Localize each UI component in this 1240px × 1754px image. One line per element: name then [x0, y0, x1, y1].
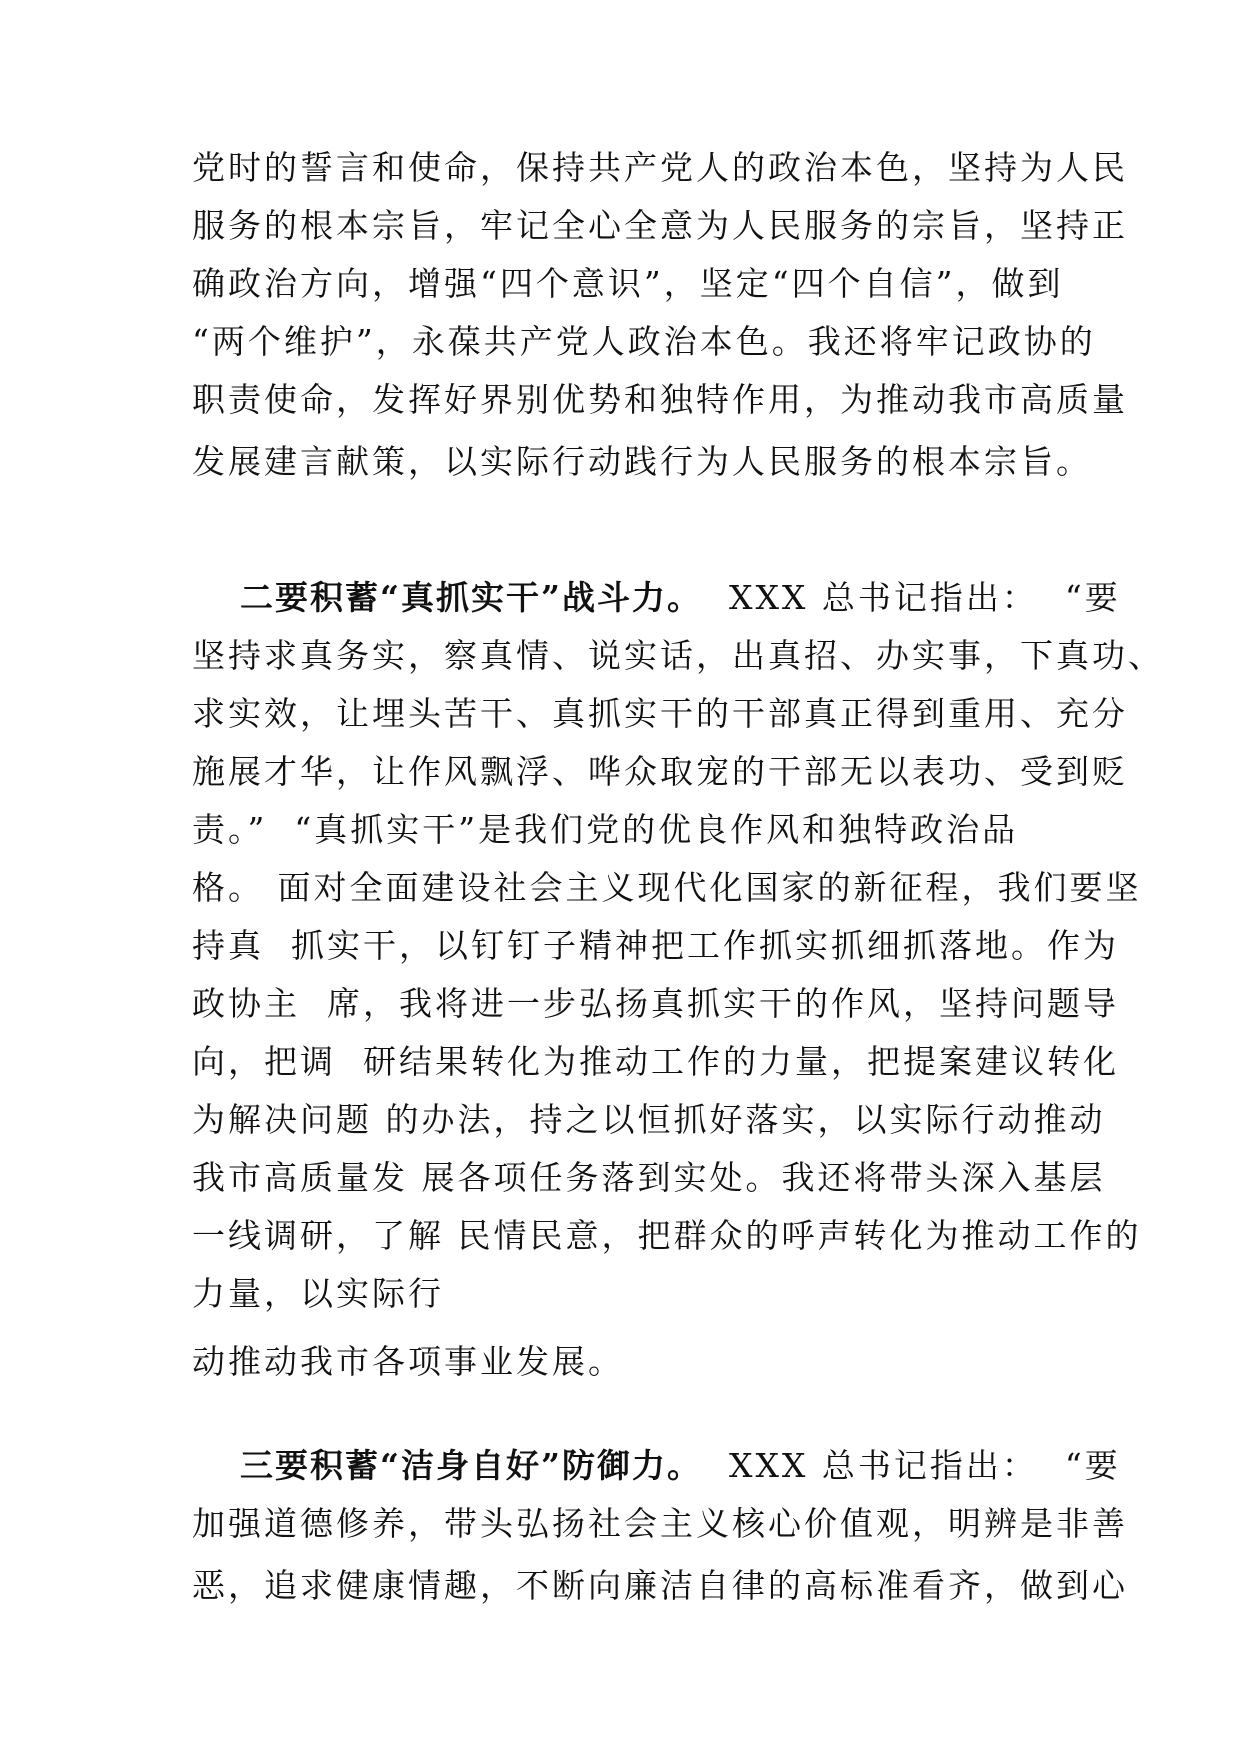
paragraph-1-line-1: 党时的誓言和使命，保持共产党人的政治本色，坚持为人民 — [192, 148, 1128, 187]
paragraph-3-line-1: 加强道德修养，带头弘扬社会主义核心价值观，明辨是非善 — [192, 1504, 1128, 1543]
paragraph-2-line-11: 一线调研，了解 民情民意，把群众的呼声转化为推动工作的 — [192, 1216, 1142, 1255]
paragraph-1-line-3: 确政治方向，增强“四个意识”，坚定“四个自信”，做到 — [192, 264, 1064, 303]
paragraph-3-line-2: 恶，追求健康情趣，不断向廉洁自律的高标准看齐，做到心 — [192, 1566, 1128, 1605]
paragraph-2-first-line — [240, 576, 1121, 620]
paragraph-2-heading: 二要积蓄“真抓实干”战斗力。 — [240, 578, 702, 617]
paragraph-3-heading-rest: XXX 总书记指出： “要 — [701, 1446, 1121, 1485]
paragraph-3-heading: 三要积蓄“洁身自好”防御力。 — [240, 1446, 702, 1485]
paragraph-1-line-2: 服务的根本宗旨，牢记全心全意为人民服务的宗旨，坚持正 — [192, 206, 1128, 245]
paragraph-2-line-13: 动推动我市各项事业发展。 — [192, 1342, 624, 1381]
paragraph-2-line-5: 格。 面对全面建设社会主义现代化国家的新征程，我们要坚 — [192, 868, 1142, 907]
paragraph-3-first-line — [240, 1444, 1121, 1488]
paragraph-2-line-2: 求实效，让埋头苦干、真抓实干的干部真正得到重用、充分 — [192, 694, 1128, 733]
paragraph-1-line-6: 发展建言献策，以实际行动践行为人民服务的根本宗旨。 — [192, 442, 1092, 481]
paragraph-2-line-9: 为解决问题 的办法，持之以恒抓好落实，以实际行动推动 — [192, 1100, 1106, 1139]
paragraph-2-line-12: 力量，以实际行 — [192, 1274, 444, 1313]
paragraph-2-line-1: 坚持求真务实，察真情、说实话，出真招、办实事，下真功、 — [192, 636, 1164, 675]
paragraph-1-line-4: “两个维护”，永葆共产党人政治本色。我还将牢记政协的 — [192, 322, 1096, 361]
paragraph-2-heading-rest: XXX 总书记指出： “要 — [701, 578, 1121, 617]
paragraph-1-line-5: 职责使命，发挥好界别优势和独特作用，为推动我市高质量 — [192, 380, 1128, 419]
paragraph-2-line-6: 持真 抓实干，以钉钉子精神把工作抓实抓细抓落地。作为 — [192, 926, 1119, 965]
paragraph-2-line-7: 政协主 席，我将进一步弘扬真抓实干的作风，坚持问题导 — [192, 984, 1119, 1023]
paragraph-2-line-8: 向，把调 研结果转化为推动工作的力量，把提案建议转化 — [192, 1042, 1119, 1081]
paragraph-2-line-4: 责。” “真抓实干”是我们党的优良作风和独特政治品 — [192, 810, 1019, 849]
paragraph-2-line-3: 施展才华，让作风飘浮、哗众取宠的干部无以表功、受到贬 — [192, 752, 1128, 791]
paragraph-2-line-10: 我市高质量发 展各项任务落到实处。我还将带头深入基层 — [192, 1158, 1106, 1197]
